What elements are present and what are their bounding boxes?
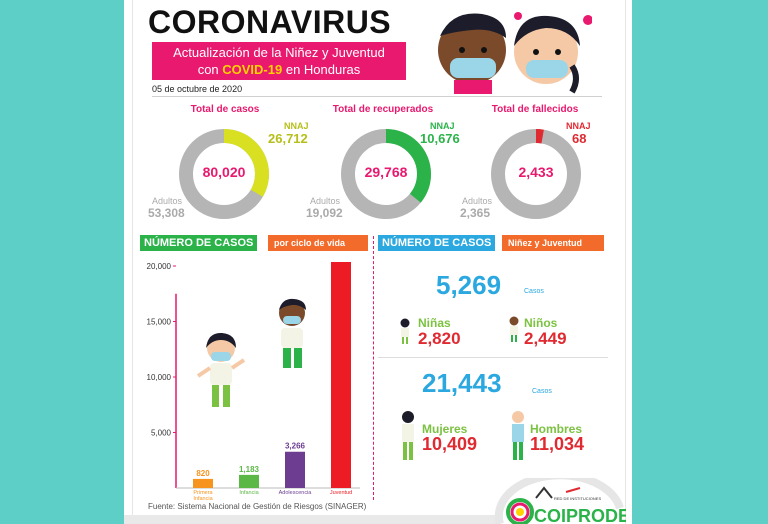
bar-value-label: 3,266 <box>284 441 306 451</box>
ninez-total: 5,269 <box>436 270 502 300</box>
report-date: 05 de octubre de 2020 <box>152 84 243 94</box>
donut-recuperados-adult-value: 19,092 <box>306 206 343 220</box>
masked-kids-illustration <box>422 6 592 94</box>
donut-casos-adult-label: Adultos <box>152 196 183 206</box>
logo-tagline: RED DE INSTITUCIONES <box>554 496 602 501</box>
y-tick-label: 5,000 <box>150 428 171 438</box>
subtitle-pre: con <box>197 62 223 77</box>
x-category-label: Infancia <box>239 490 259 496</box>
donut-recuperados-adult-label: Adultos <box>310 196 341 206</box>
bar-value-label: 1,183 <box>238 464 260 474</box>
section-right-subtitle: Niñez y Juventud <box>502 235 604 251</box>
section-left-title: NÚMERO DE CASOS <box>140 235 257 251</box>
donut-recuperados-nnaj-value: 10,676 <box>420 131 460 146</box>
donut-fallecidos-total: 2,433 <box>518 164 554 180</box>
y-tick-label: 15,000 <box>146 317 171 327</box>
x-category-label: Juventud <box>329 490 353 496</box>
donut-fallecidos-adult-label: Adultos <box>462 196 493 206</box>
subtitle-banner <box>152 42 406 80</box>
donut-casos-total: 80,020 <box>202 164 246 180</box>
woman-icon <box>398 410 418 462</box>
bar-2 <box>285 452 305 488</box>
bar-value-label: 820 <box>196 468 210 478</box>
x-category-label: Primera <box>193 490 213 496</box>
women-value: 10,409 <box>422 434 478 454</box>
page-title: CORONAVIRUS <box>148 4 392 40</box>
donut-recuperados-total: 29,768 <box>364 164 408 180</box>
donut-fallecidos-nnaj-value: 68 <box>572 131 587 146</box>
girl-icon <box>398 318 412 344</box>
date-rule <box>152 96 602 97</box>
logo-wordmark: COIPRODE <box>534 506 626 524</box>
footer-strip <box>124 515 496 524</box>
donut-title-casos: Total de casos <box>190 104 260 115</box>
man-icon <box>508 410 528 462</box>
subtitle-highlight: COVID-19 <box>222 62 283 77</box>
y-tick-label: 20,000 <box>146 262 171 271</box>
donut-title-fallecidos: Total de fallecidos <box>491 104 579 115</box>
women-label: Mujeres <box>422 422 468 436</box>
donut-casos-nnaj-label: NNAJ <box>284 121 309 131</box>
section-left-subtitle: por ciclo de vida <box>268 235 368 251</box>
y-tick-label: 10,000 <box>146 373 171 382</box>
donut-casos-nnaj-value: 26,712 <box>268 131 308 146</box>
coiproden-logo-mark <box>494 478 626 524</box>
boys-label: Niños <box>524 316 558 330</box>
girl-illustration <box>196 330 246 412</box>
donut-recuperados-nnaj-label: NNAJ <box>430 121 455 131</box>
donut-fallecidos-adult-value: 2,365 <box>460 206 491 220</box>
section-right-title: NÚMERO DE CASOS <box>378 235 495 251</box>
data-source: Fuente: Sistema Nacional de Gestión de Riesgos (SINAGER) <box>148 502 367 511</box>
boys-value: 2,449 <box>524 329 567 348</box>
bar-chart-ciclo-de-vida <box>138 262 366 500</box>
bar-3 <box>331 262 351 488</box>
men-value: 11,034 <box>530 434 585 454</box>
coiproden-logo <box>494 478 626 524</box>
bar-1 <box>239 475 259 488</box>
donut-casos-adult-value: 53,308 <box>148 206 185 220</box>
subtitle-line-1: Actualización de la Niñez y Juventud <box>173 45 385 60</box>
x-category-label: Infancia <box>193 496 213 500</box>
donut-title-recuperados: Total de recuperados <box>332 104 434 115</box>
section-divider-vertical <box>373 236 374 500</box>
subtitle-post: en Honduras <box>282 62 361 77</box>
ninez-unit: Casos <box>524 288 544 295</box>
men-label: Hombres <box>530 422 583 436</box>
bar-0 <box>193 479 213 488</box>
juventud-total: 21,443 <box>422 368 502 398</box>
subtitle-line-2 <box>152 61 406 78</box>
donut-fallecidos-nnaj-label: NNAJ <box>566 121 591 131</box>
girls-value: 2,820 <box>418 329 461 348</box>
juventud-unit: Casos <box>532 388 552 395</box>
boy-icon <box>507 316 521 342</box>
girls-label: Niñas <box>418 316 451 330</box>
boy-illustration <box>272 298 314 374</box>
x-category-label: Adolescencia <box>278 490 312 496</box>
section-divider-horizontal <box>378 357 608 358</box>
